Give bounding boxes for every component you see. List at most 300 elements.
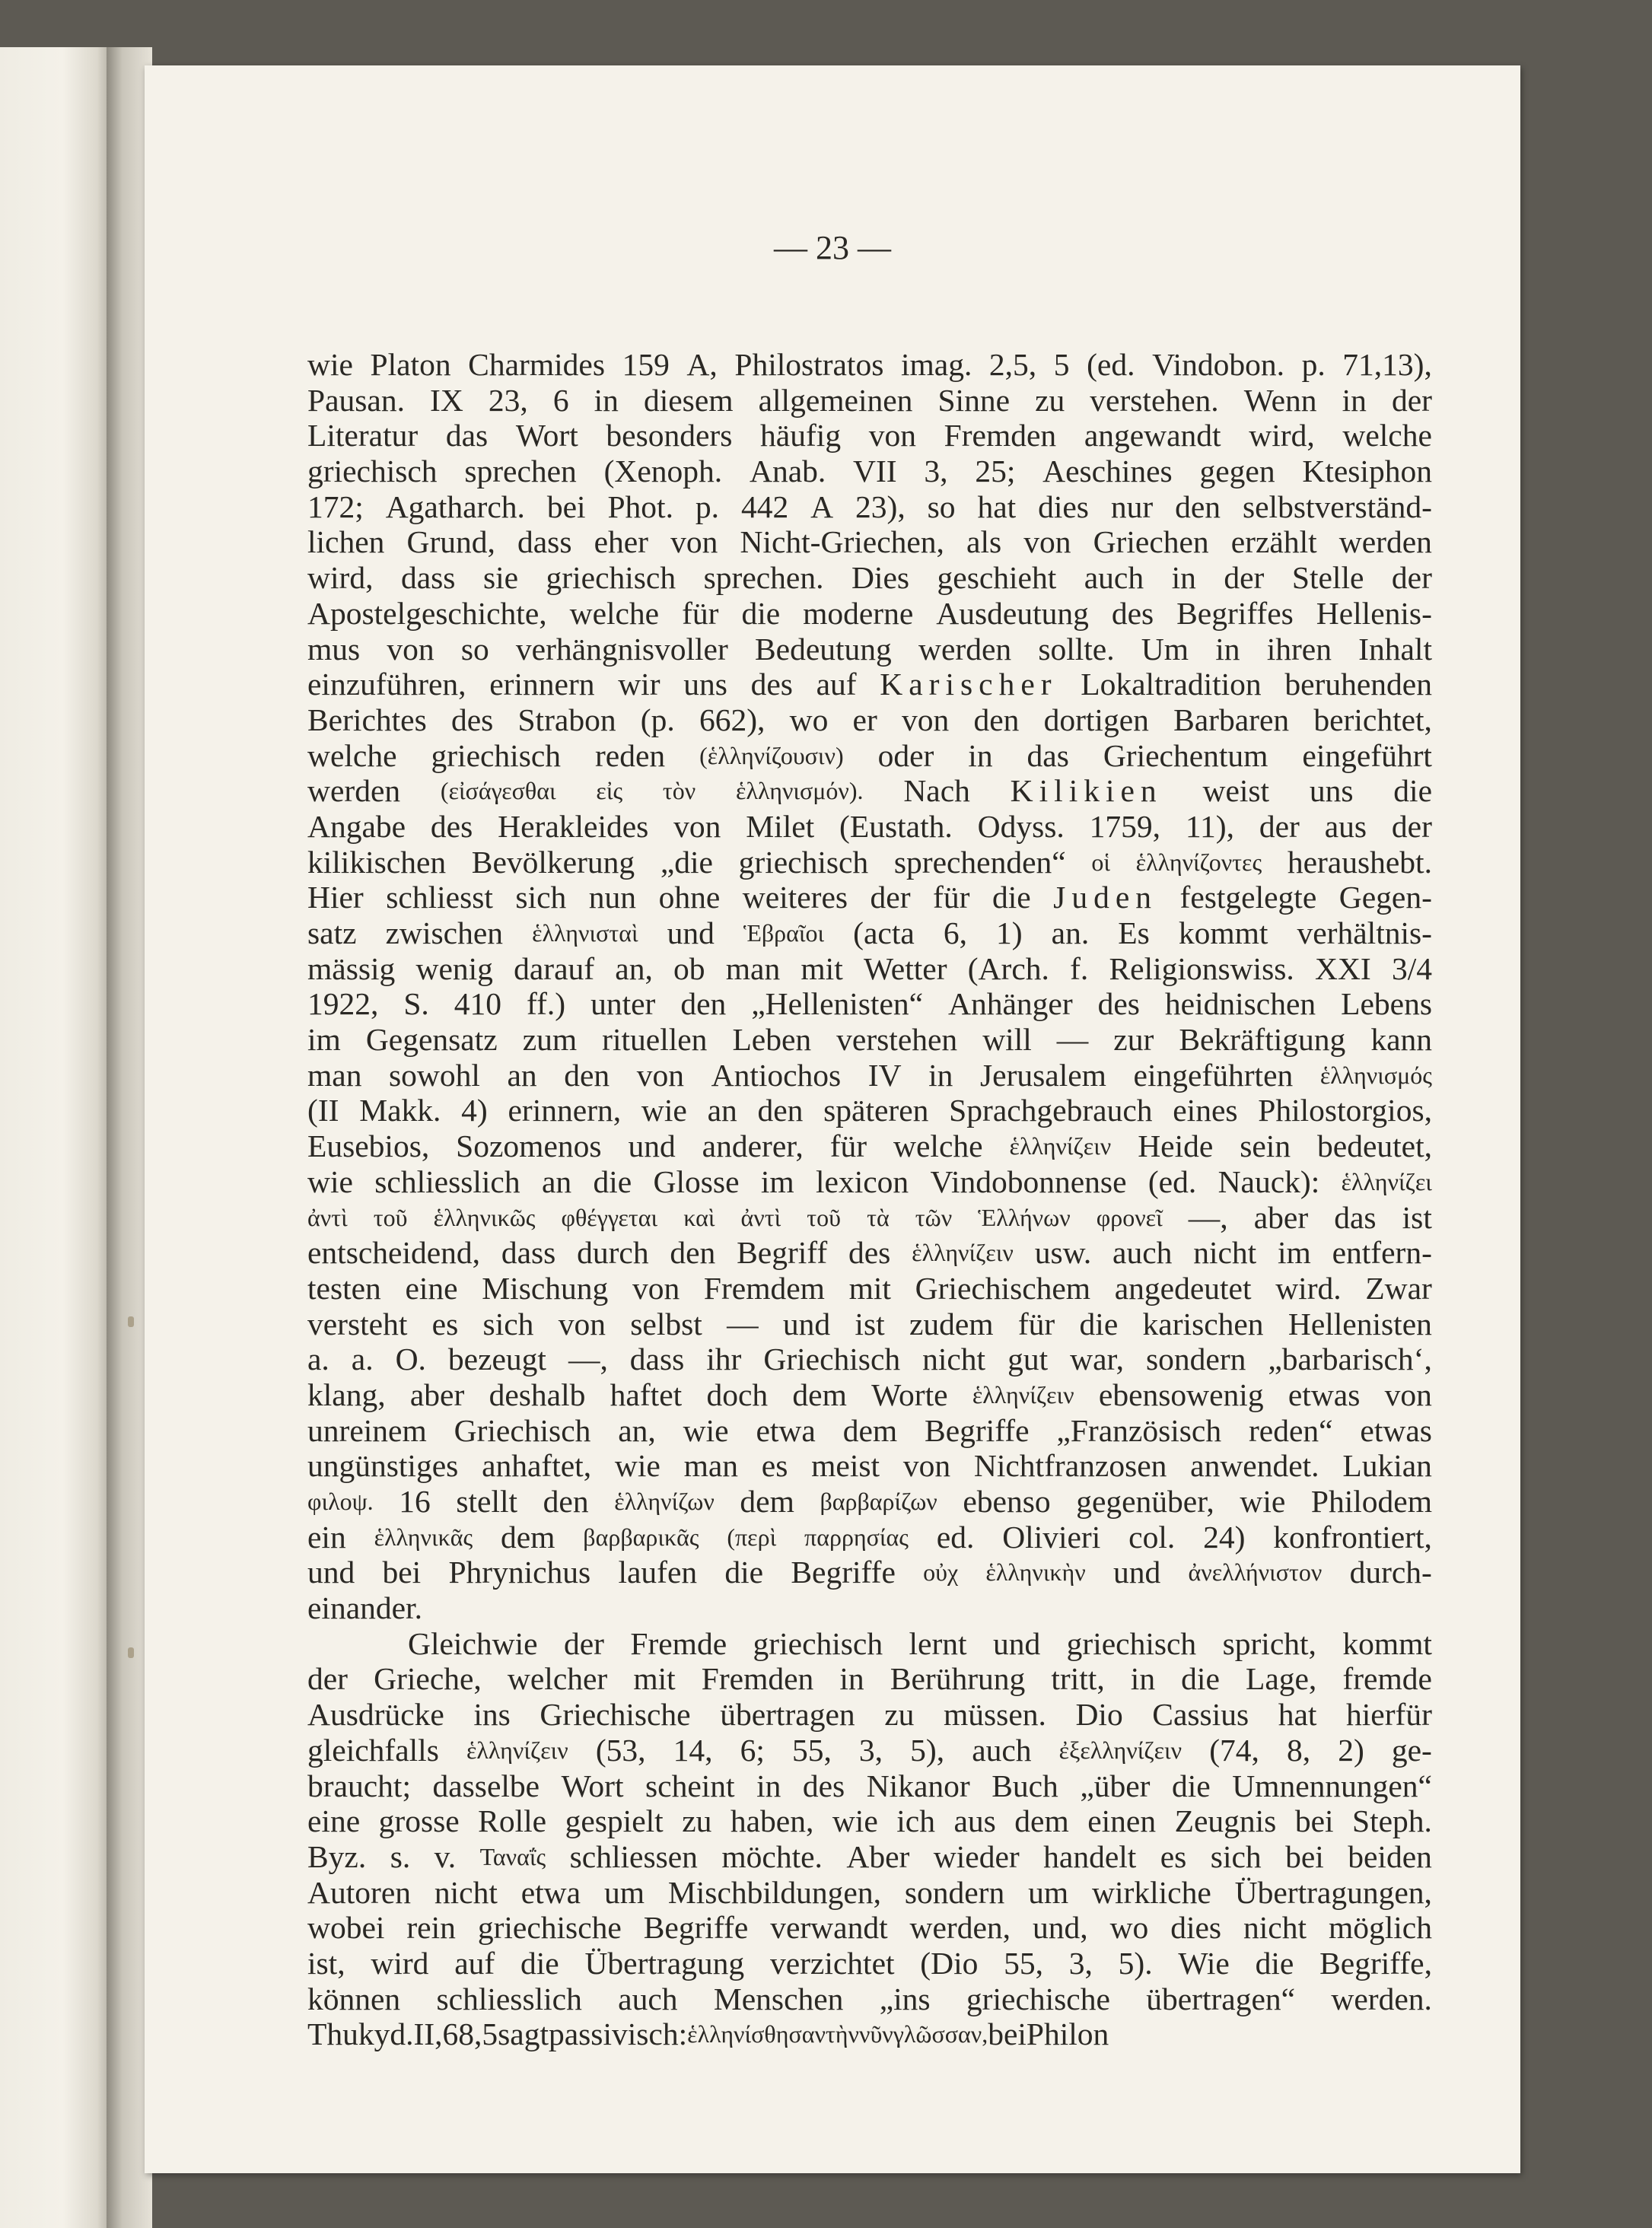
text-line — [307, 702, 1432, 738]
word: ἑλληνίζειν — [912, 1239, 1014, 1267]
word: satz — [307, 915, 357, 950]
word: sich — [1210, 1838, 1262, 1874]
text-line — [307, 1661, 1432, 1697]
word: Eusebios, — [307, 1128, 430, 1164]
word: Heide — [1138, 1128, 1214, 1164]
word: βαρβαρίζων — [820, 1488, 937, 1515]
word: Dies — [851, 560, 910, 596]
word: wieder — [933, 1838, 1020, 1874]
word: (ἑλληνίζουσιν) — [699, 741, 844, 769]
word: 24) — [1203, 1519, 1246, 1555]
word: unter — [590, 986, 656, 1022]
word: aber — [409, 1377, 465, 1412]
text-line — [307, 1342, 1432, 1377]
word: dem — [792, 1377, 847, 1412]
word: des — [848, 1235, 891, 1271]
word: sich — [515, 880, 567, 915]
word: meist — [811, 1448, 880, 1484]
word: durch — [577, 1235, 649, 1271]
text-line — [307, 1164, 1432, 1200]
text-line — [307, 1946, 1432, 1981]
word: die — [724, 1555, 764, 1590]
word: ohne — [658, 880, 721, 915]
word: Fremden — [944, 418, 1057, 454]
word: Fremdem — [703, 1270, 825, 1306]
word: laufen — [618, 1555, 698, 1590]
word: Grieche, — [374, 1661, 482, 1697]
word: Nichtfranzosen — [973, 1448, 1167, 1484]
word: nicht — [1193, 1235, 1257, 1271]
word: ἑλληνικῶς — [433, 1203, 536, 1231]
word: imag. — [900, 347, 972, 382]
word: dass — [400, 560, 456, 596]
word: A — [810, 489, 834, 524]
word: eines — [1173, 1093, 1238, 1128]
word: Griechischem — [915, 1270, 1091, 1306]
word: konfrontiert, — [1273, 1519, 1432, 1555]
word: Makk. — [359, 1093, 441, 1128]
word: er — [852, 702, 877, 737]
word: zu — [884, 1697, 915, 1733]
word: aus — [953, 1803, 996, 1839]
word: der — [1224, 560, 1265, 596]
text-line — [307, 418, 1432, 454]
word: ge- — [1391, 1732, 1432, 1768]
word: „die — [660, 844, 713, 880]
word: die — [520, 1945, 559, 1981]
word: οἱ — [1091, 848, 1110, 876]
word: Karischer — [880, 667, 1058, 702]
word: 3/4 — [1391, 950, 1432, 986]
word: bei — [1285, 1838, 1324, 1874]
word: v. — [434, 1838, 457, 1874]
word: anderer, — [702, 1128, 804, 1164]
word: das — [445, 418, 489, 454]
word: ihr — [706, 1342, 742, 1377]
text-line — [307, 489, 1432, 525]
word: griechisch — [546, 560, 676, 596]
word: verstehen. — [1090, 382, 1219, 418]
word: (Arch. — [967, 950, 1049, 986]
word: Begriff — [737, 1235, 828, 1271]
text-line — [307, 773, 1432, 809]
text-line — [307, 1413, 1432, 1449]
word: Begriffe — [791, 1555, 896, 1590]
word: p. — [1301, 347, 1326, 382]
word: lexicon — [816, 1163, 909, 1199]
word: die — [1181, 1661, 1220, 1697]
word: weiteres — [742, 880, 848, 915]
word: der — [1391, 560, 1432, 596]
word: S. — [403, 986, 429, 1022]
word: entfern- — [1332, 1235, 1432, 1271]
word: Gegensatz — [365, 1022, 498, 1058]
word: nicht — [434, 1874, 498, 1910]
word: möchte. — [721, 1838, 823, 1874]
word: man — [725, 950, 781, 986]
word: A, — [686, 347, 718, 382]
word: angewandt — [1084, 418, 1221, 454]
word: Fremden — [701, 1661, 814, 1697]
page-number: — 23 — — [774, 229, 891, 266]
word: eher — [594, 524, 649, 560]
word: 23), — [855, 489, 906, 524]
word: zu — [682, 1803, 712, 1839]
word: (Eustath. — [839, 808, 953, 844]
word: der — [870, 880, 911, 915]
word: kommt — [1342, 1625, 1432, 1661]
word: welche — [893, 1128, 983, 1164]
text-line — [307, 1910, 1432, 1946]
word: an, — [618, 1412, 656, 1448]
word: 5). — [1118, 1945, 1153, 1981]
text-line — [307, 1022, 1432, 1058]
word: zudem — [909, 1306, 994, 1342]
word: Sozomenos — [456, 1128, 602, 1164]
word: griechische — [477, 1910, 622, 1946]
word: ἑλληνίζειν — [972, 1380, 1074, 1408]
word: braucht; — [307, 1768, 411, 1803]
word: p. — [695, 489, 720, 524]
word: 5), — [910, 1732, 945, 1768]
word: Juden — [1053, 880, 1157, 915]
word: oder — [877, 737, 934, 773]
word: 1922, — [307, 986, 379, 1022]
word: werden — [307, 773, 401, 809]
word: hat — [977, 489, 1017, 524]
word: und — [628, 1128, 676, 1164]
word: τὸν — [662, 777, 696, 805]
word: lichen — [307, 524, 385, 560]
word: wenig — [415, 950, 493, 986]
word: sondern — [904, 1874, 1005, 1910]
word: Herakleides — [498, 808, 649, 844]
text-line — [307, 986, 1432, 1022]
word: den — [564, 1057, 610, 1093]
word: es — [761, 1448, 788, 1484]
word: sollte. — [1038, 631, 1115, 667]
word: (Dio — [920, 1945, 979, 1981]
word: bei — [382, 1555, 422, 1590]
word: gegenüber, — [1076, 1484, 1214, 1519]
word: wird, — [307, 560, 374, 596]
word: etwas — [1360, 1412, 1432, 1448]
margin-mark — [128, 1647, 134, 1658]
word: spricht, — [1222, 1625, 1316, 1661]
text-line — [307, 1235, 1432, 1271]
word: in — [968, 737, 993, 773]
word: Philon — [1026, 2016, 1109, 2052]
word: den — [543, 1484, 589, 1519]
text-line — [307, 1803, 1432, 1839]
word: Fremde — [630, 1625, 727, 1661]
word: der — [563, 1625, 604, 1661]
word: 4) — [461, 1093, 488, 1128]
word: wird. — [1275, 1270, 1342, 1306]
word: Nach — [903, 773, 970, 809]
text-line — [307, 1128, 1432, 1164]
text-line — [307, 632, 1432, 667]
word: eingeführten — [1133, 1057, 1294, 1093]
word: stellt — [456, 1484, 518, 1519]
word: diesem — [643, 382, 734, 418]
word: in — [1342, 382, 1367, 418]
word: (II — [307, 1093, 339, 1128]
word: 71,13), — [1342, 347, 1432, 382]
word: 159 — [622, 347, 670, 382]
word: Übertragung — [584, 1945, 745, 1981]
word: testen — [307, 1270, 381, 1306]
left-page-edge — [0, 47, 114, 2228]
word: wie — [832, 1803, 878, 1839]
word: Strabon — [517, 702, 616, 737]
word: nicht — [1243, 1910, 1307, 1946]
word: 68, — [442, 2016, 482, 2052]
word: man — [307, 1057, 362, 1093]
word: 1759, — [1089, 808, 1160, 844]
word: späteren — [823, 1093, 929, 1128]
word: in — [928, 1057, 953, 1093]
word: Berichtes — [307, 702, 427, 737]
word: ed. — [936, 1519, 975, 1555]
word: für — [933, 880, 970, 915]
word: Übertragungen, — [1234, 1874, 1432, 1910]
word: Lukian — [1342, 1448, 1432, 1484]
word: um — [603, 1874, 645, 1910]
text-line — [307, 1093, 1432, 1128]
word: eine — [307, 1803, 361, 1839]
word: von — [902, 1448, 951, 1484]
word: Vindobonnense — [930, 1163, 1127, 1199]
word: so — [927, 489, 956, 524]
word: Platon — [370, 347, 451, 382]
word: sie — [482, 560, 519, 596]
word: die — [1079, 1306, 1119, 1342]
word: im — [307, 1022, 341, 1058]
word: schliesst — [386, 880, 493, 915]
word: βαρβαρικᾶς — [583, 1523, 699, 1551]
word: Es — [1118, 915, 1150, 950]
word: dem — [500, 1519, 555, 1555]
word: 25; — [975, 454, 1016, 489]
word: Philostorgios, — [1258, 1093, 1432, 1128]
word: (p. — [640, 702, 675, 737]
text-line — [307, 738, 1432, 774]
word: den — [973, 702, 1020, 737]
word: 6 — [552, 382, 569, 418]
word: selbst — [630, 1306, 702, 1342]
word: welche — [1342, 418, 1432, 454]
word: für — [1017, 1306, 1055, 1342]
word: die — [593, 1163, 632, 1199]
word: νῦν — [858, 2020, 893, 2048]
word: 8, — [1286, 1732, 1311, 1768]
word: Ἑβραῖοι — [743, 919, 825, 947]
word: beiden — [1348, 1838, 1432, 1874]
word: in — [1171, 560, 1196, 596]
word: verstehen — [836, 1022, 958, 1058]
text-line — [307, 1733, 1432, 1768]
word: ob — [673, 950, 705, 986]
word: Begriffes — [1176, 595, 1294, 631]
word: haben, — [730, 1803, 814, 1839]
word: 2) — [1338, 1732, 1364, 1768]
word: rituellen — [602, 1022, 708, 1058]
word: XXI — [1314, 950, 1371, 986]
word: 2,5, — [988, 347, 1037, 382]
text-line — [307, 347, 1432, 383]
word: Vindobon. — [1152, 347, 1284, 382]
word: 55, — [1004, 1945, 1044, 1981]
word: gegen — [1199, 454, 1275, 489]
word: einzuführen, — [307, 667, 466, 702]
word: wobei — [307, 1910, 385, 1946]
word: Leben — [732, 1022, 812, 1058]
word: οὐχ — [923, 1558, 959, 1587]
word: sondern — [1146, 1342, 1246, 1377]
word: des — [1111, 595, 1154, 631]
word: ἑλληνικὴν — [985, 1558, 1086, 1587]
word: sprechen — [464, 454, 577, 489]
word: IX — [430, 382, 463, 418]
word: 55, — [791, 1732, 832, 1768]
word: etwa — [756, 1412, 816, 1448]
word: Wort — [515, 418, 578, 454]
word: Thukyd. — [307, 2016, 414, 2052]
word: beruhenden — [1284, 667, 1432, 702]
word: erinnern — [489, 667, 595, 702]
word: schliesslich — [436, 1981, 582, 2016]
word: Dio — [1075, 1697, 1123, 1733]
word: Phrynichus — [448, 1555, 591, 1590]
text-line — [307, 1448, 1432, 1484]
word: — — [727, 1306, 759, 1342]
word: VII — [853, 454, 897, 489]
word: deshalb — [489, 1377, 586, 1412]
word: 3, — [858, 1732, 883, 1768]
text-line — [307, 2016, 1432, 2052]
word: griechisch — [753, 1625, 883, 1661]
word: gut — [1007, 1342, 1049, 1377]
word: mus — [307, 631, 361, 667]
text-line — [307, 1981, 1432, 2017]
word: φρονεῖ — [1096, 1203, 1163, 1231]
word: entscheidend, — [307, 1235, 481, 1271]
word: Glosse — [653, 1163, 740, 1199]
word: berichtet, — [1313, 702, 1432, 737]
word: die — [992, 880, 1031, 915]
margin-mark — [128, 1316, 134, 1327]
word: 5 — [1053, 347, 1070, 382]
word: ἀντὶ — [307, 1203, 348, 1231]
word: —, — [1188, 1199, 1228, 1235]
word: erzählt — [1230, 524, 1317, 560]
word: einen — [1087, 1803, 1157, 1839]
word: 3, — [924, 454, 948, 489]
text-line — [307, 1555, 1432, 1590]
word: für — [682, 595, 719, 631]
word: wie — [307, 1163, 353, 1199]
word: durch- — [1349, 1555, 1432, 1590]
word: die — [1255, 1945, 1294, 1981]
word: εἰς — [596, 777, 623, 805]
word: die — [1393, 773, 1432, 809]
word: 3, — [1068, 1945, 1093, 1981]
word: Begriffe, — [1319, 1945, 1432, 1981]
word: Bedeutung — [754, 631, 892, 667]
word: an — [707, 1093, 737, 1128]
word: der — [1391, 808, 1432, 844]
word: erinnern, — [508, 1093, 622, 1128]
word: ist — [1402, 1199, 1432, 1235]
word: Griechen — [1093, 524, 1209, 560]
word: für — [829, 1128, 867, 1164]
word: 442 — [740, 489, 789, 524]
word: des — [1097, 986, 1140, 1022]
word: der — [1391, 382, 1432, 418]
word: man — [683, 1448, 739, 1484]
word: καὶ — [683, 1203, 715, 1231]
word: 6, — [943, 915, 967, 950]
word: des — [802, 1768, 845, 1803]
word: Griechisch — [454, 1412, 591, 1448]
word: können — [307, 1981, 401, 2016]
word: in — [756, 1768, 781, 1803]
word: wir — [618, 667, 660, 702]
word: 172; — [307, 489, 364, 524]
word: dass — [517, 524, 572, 560]
word: (74, — [1209, 1732, 1259, 1768]
word: will — [982, 1022, 1032, 1058]
word: fremde — [1342, 1661, 1432, 1697]
word: um — [1028, 1874, 1069, 1910]
word: nicht — [922, 1342, 986, 1377]
word: Wie — [1178, 1945, 1230, 1981]
word: Odyss. — [977, 808, 1065, 844]
word: Literatur — [307, 418, 419, 454]
word: tritt, — [1051, 1661, 1105, 1697]
word: anwendet. — [1190, 1448, 1319, 1484]
word: Autoren — [307, 1874, 411, 1910]
word: a. — [351, 1342, 374, 1377]
word: Barbaren — [1173, 702, 1290, 737]
word: Ausdeutung — [936, 595, 1089, 631]
word: das — [1334, 1199, 1377, 1235]
text-line — [307, 1271, 1432, 1307]
word: an, — [615, 950, 653, 986]
word: f. — [1070, 950, 1089, 986]
word: doch — [706, 1377, 769, 1412]
word: in — [839, 1661, 864, 1697]
word: allgemeinen — [758, 382, 913, 418]
word: aus — [1324, 808, 1367, 844]
word: sowohl — [389, 1057, 480, 1093]
word: —, — [568, 1342, 608, 1377]
word: Anhänger — [948, 986, 1073, 1022]
word: Bekräftigung — [1179, 1022, 1346, 1058]
word: ἑλληνίζει — [1341, 1167, 1432, 1195]
text-line — [307, 1875, 1432, 1911]
word: in — [1130, 1661, 1156, 1697]
word: ungünstiges — [307, 1448, 459, 1484]
word: Inhalt — [1358, 631, 1432, 667]
word: darauf — [514, 950, 595, 986]
word: dies — [1038, 489, 1089, 524]
word: — — [1056, 1022, 1089, 1058]
word: bei — [988, 2016, 1027, 2052]
word: welche — [307, 737, 397, 773]
word: auch — [972, 1732, 1032, 1768]
